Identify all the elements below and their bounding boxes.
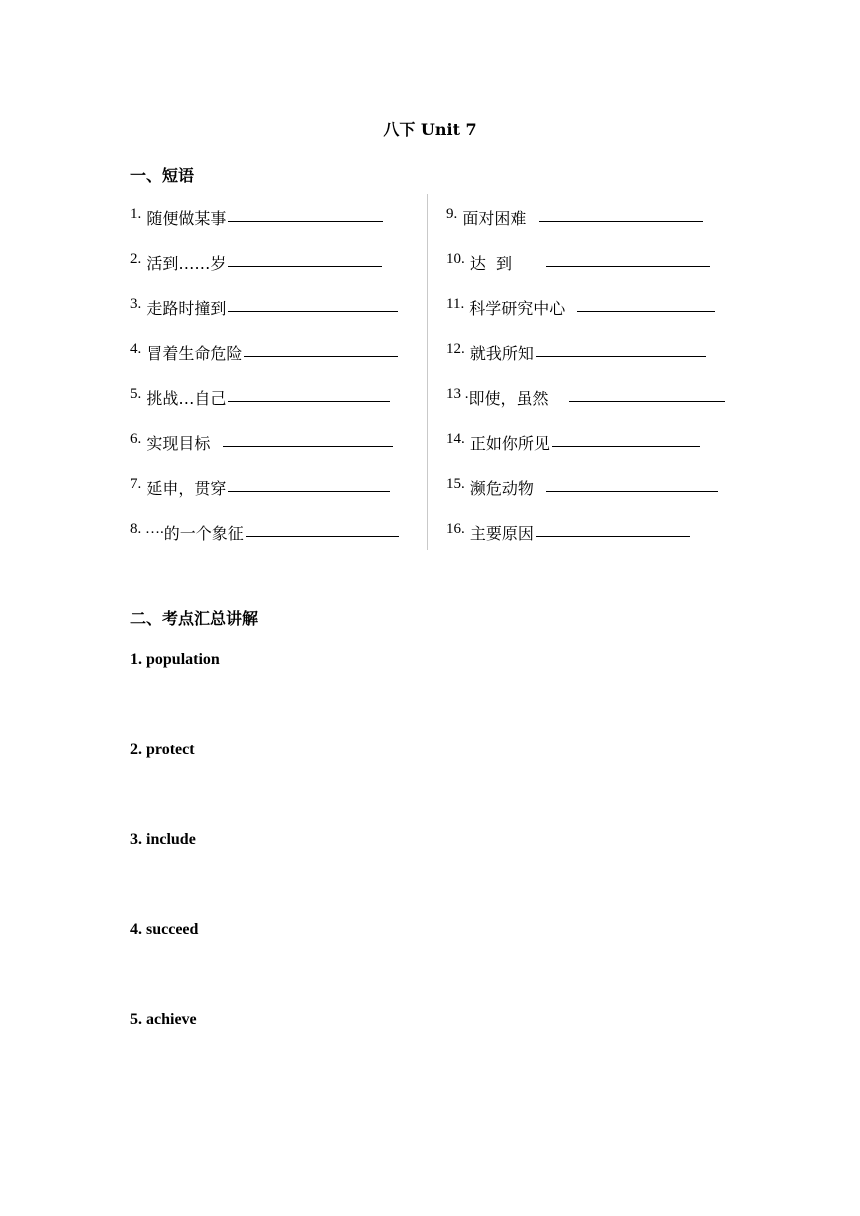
key-point-item: 4. succeed: [130, 921, 199, 938]
answer-blank[interactable]: [546, 476, 718, 492]
answer-blank[interactable]: [546, 251, 710, 267]
section-phrases-heading: 一、短语: [130, 166, 195, 185]
phrase-number: 3.: [130, 296, 142, 312]
phrase-number: 7.: [130, 476, 142, 492]
answer-blank[interactable]: [569, 386, 725, 402]
phrase-number: 10.: [446, 251, 465, 267]
phrase-text: 冒着生命危险: [146, 344, 243, 363]
phrase-number: 8. ….: [130, 521, 164, 537]
phrase-text: 达 到: [469, 254, 513, 273]
phrase-number: 14.: [446, 431, 465, 447]
phrase-text: 走路时撞到: [146, 299, 227, 318]
phrase-text: 随便做某事: [146, 209, 227, 228]
phrase-text: 面对困难: [462, 209, 527, 228]
column-divider: [427, 194, 428, 550]
answer-blank[interactable]: [228, 296, 398, 312]
phrase-row: [446, 431, 725, 476]
phrase-row: [130, 341, 399, 386]
phrases-left-column: [130, 206, 399, 566]
phrase-number: 15.: [446, 476, 465, 492]
phrase-text: 就我所知: [469, 344, 534, 363]
phrase-text: 实现目标: [146, 434, 211, 453]
section-key-points-heading: 二、考点汇总讲解: [130, 609, 259, 628]
key-point-item: 1. population: [130, 651, 220, 668]
phrase-number: 11.: [446, 296, 465, 312]
phrase-row: [446, 341, 725, 386]
phrase-text: 科学研究中心: [469, 299, 566, 318]
phrase-number: 5.: [130, 386, 142, 402]
phrase-text: 正如你所见: [469, 434, 550, 453]
page-title: 八下 Unit 7: [383, 120, 477, 139]
phrase-row: [130, 476, 399, 521]
phrase-number: 1.: [130, 206, 142, 222]
answer-blank[interactable]: [223, 431, 393, 447]
phrase-number: 13 .: [446, 386, 469, 402]
phrases-table: [130, 194, 730, 550]
phrase-row: [446, 521, 725, 566]
phrase-text: 即使，虽然: [468, 389, 549, 408]
answer-blank[interactable]: [539, 206, 703, 222]
phrase-row: [130, 431, 399, 476]
phrase-row: [446, 386, 725, 431]
answer-blank[interactable]: [246, 521, 399, 537]
key-points-list: [130, 651, 220, 1101]
key-point-item: 2. protect: [130, 741, 195, 758]
answer-blank[interactable]: [228, 206, 383, 222]
phrase-number: 12.: [446, 341, 465, 357]
phrase-row: [446, 251, 725, 296]
answer-blank[interactable]: [228, 476, 390, 492]
phrase-row: [130, 296, 399, 341]
phrase-text: 挑战…自己: [146, 389, 227, 408]
phrase-text: 延申，贯穿: [146, 479, 227, 498]
phrase-row: [130, 386, 399, 431]
key-point-item: 3. include: [130, 831, 196, 848]
phrases-right-column: [446, 206, 725, 566]
phrase-row: [130, 251, 399, 296]
phrase-row: [446, 296, 725, 341]
phrase-text: 濒危动物: [469, 479, 534, 498]
phrase-row: [130, 206, 399, 251]
phrase-number: 2.: [130, 251, 142, 267]
phrase-number: 4.: [130, 341, 142, 357]
phrase-number: 6.: [130, 431, 142, 447]
phrase-number: 16.: [446, 521, 465, 537]
answer-blank[interactable]: [228, 251, 382, 267]
phrase-row: [446, 476, 725, 521]
key-point-item: 5. achieve: [130, 1011, 197, 1028]
answer-blank[interactable]: [552, 431, 700, 447]
phrase-text: 的一个象征: [163, 524, 244, 543]
answer-blank[interactable]: [536, 521, 690, 537]
phrase-text: 主要原因: [469, 524, 534, 543]
answer-blank[interactable]: [577, 296, 715, 312]
phrase-number: 9.: [446, 206, 458, 222]
answer-blank[interactable]: [536, 341, 706, 357]
answer-blank[interactable]: [228, 386, 390, 402]
phrase-row: [130, 521, 399, 566]
phrase-text: 活到……岁: [146, 254, 227, 273]
phrase-row: [446, 206, 725, 251]
answer-blank[interactable]: [244, 341, 398, 357]
